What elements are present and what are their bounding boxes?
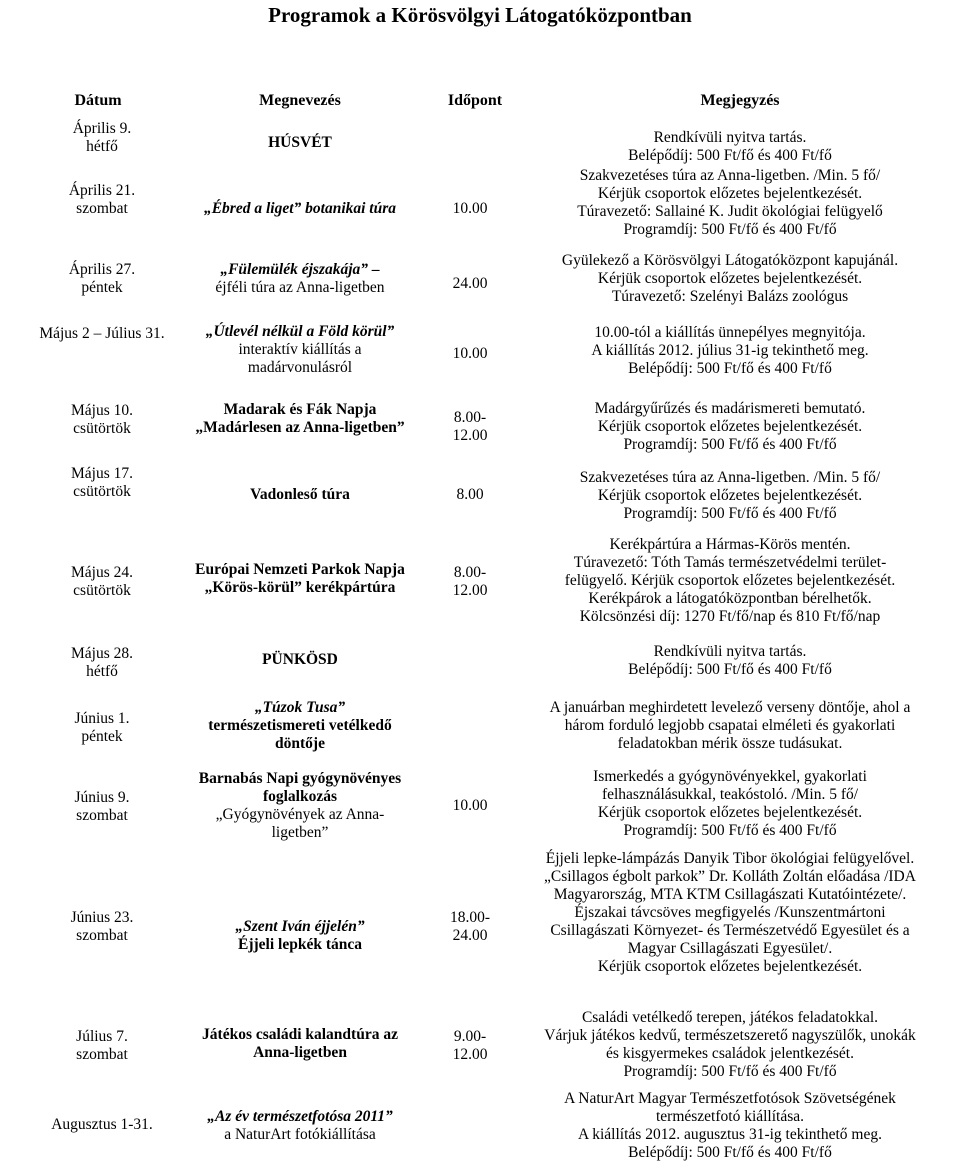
date-line: Május 17. — [71, 465, 133, 482]
row-5-name — [155, 401, 445, 437]
note-line: Belépődíj: 500 Ft/fő és 400 Ft/fő — [628, 360, 832, 377]
note-line: Kérjük csoportok előzetes bejelentkezését. — [597, 185, 863, 202]
date-line: szombat — [76, 1046, 128, 1063]
name-line: Vadonleső túra — [250, 486, 350, 503]
note-line: Kérjük csoportok előzetes bejelentkezését. — [597, 418, 863, 435]
date-line: Augusztus 1-31. — [51, 1116, 153, 1133]
name-line: „Az év természetfotósa 2011” — [207, 1108, 393, 1125]
note-line: Családi vetélkedő terepen, játékos feladatokkal. — [581, 1009, 879, 1026]
note-line: Magyar Csillagászati Egyesület/. — [627, 940, 833, 957]
row-2-name — [155, 200, 445, 218]
date-line: Május 28. — [71, 645, 133, 662]
time-line: 12.00 — [452, 427, 488, 444]
note-line: Kölcsönzési díj: 1270 Ft/fő/nap és 810 Ft/fő/nap — [579, 608, 881, 625]
row-6-note — [500, 469, 960, 523]
row-10-note — [500, 768, 960, 840]
row-2-note — [500, 167, 960, 239]
date-line: csütörtök — [73, 483, 131, 500]
name-line: Éjjeli lepkék tánca — [238, 936, 362, 953]
row-8-name — [155, 651, 445, 669]
date-line: csütörtök — [73, 582, 131, 599]
date-line: Július 7. — [76, 1028, 128, 1045]
note-line: Gyülekező a Körösvölgyi Látogatóközpont kapujánál. — [561, 252, 899, 269]
row-3-note — [500, 252, 960, 306]
header-time: Időpont — [447, 92, 503, 109]
row-8-note — [500, 643, 960, 679]
name-line: „Útlevél nélkül a Föld körül” — [205, 323, 395, 340]
name-line: „Túzok Tusa” — [254, 699, 346, 716]
date-line: Május 24. — [71, 564, 133, 581]
time-line: 24.00 — [452, 927, 488, 944]
date-line: Május 10. — [71, 402, 133, 419]
name-line: éjféli túra az Anna-ligetben — [215, 279, 385, 296]
time-line: 9.00- — [453, 1028, 487, 1045]
note-line: Belépődíj: 500 Ft/fő és 400 Ft/fő — [628, 1144, 832, 1161]
note-line: A NaturArt Magyar Természetfotósok Szövetségének — [564, 1090, 896, 1107]
name-line: „Gyógynövények az Anna- — [215, 806, 385, 823]
time-line: 10.00 — [452, 200, 488, 217]
header-name: Megnevezés — [259, 92, 341, 109]
row-13-note — [500, 1090, 960, 1162]
note-line: Kérjük csoportok előzetes bejelentkezését. — [597, 958, 863, 975]
note-line: „Csillagos égbolt parkok” Dr. Kolláth Zoltán előadása /IDA — [544, 868, 916, 885]
row-3-name — [155, 261, 445, 297]
date-line: hétfő — [86, 138, 118, 155]
row-9-name — [155, 699, 445, 753]
note-line: Kerékpárok a látogatóközpontban bérelhetők. — [588, 590, 872, 607]
note-line: három forduló legjobb csapatai elméleti és gyakorlati — [564, 717, 896, 734]
note-line: Programdíj: 500 Ft/fő és 400 Ft/fő — [623, 221, 837, 238]
note-line: Túravezető: Sallainé K. Judit ökológiai felügyelő — [577, 203, 883, 220]
row-11-note — [500, 850, 960, 976]
name-line: „Körös-körül” kerékpártúra — [204, 579, 396, 596]
header-note: Megjegyzés — [700, 92, 780, 109]
note-line: Programdíj: 500 Ft/fő és 400 Ft/fő — [623, 822, 837, 839]
time-line: 12.00 — [452, 1046, 488, 1063]
row-11-name — [155, 918, 445, 954]
note-line: Belépődíj: 500 Ft/fő és 400 Ft/fő — [628, 147, 832, 164]
time-line: 8.00- — [453, 409, 487, 426]
note-line: Kérjük csoportok előzetes bejelentkezését. — [597, 270, 863, 287]
note-line: Programdíj: 500 Ft/fő és 400 Ft/fő — [623, 436, 837, 453]
note-line: 10.00-tól a kiállítás ünnepélyes megnyitója. — [594, 324, 866, 341]
page-title: Programok a Körösvölgyi Látogatóközpontban — [268, 3, 692, 27]
note-line: Rendkívüli nyitva tartás. — [653, 643, 807, 660]
name-line: természetismereti vetélkedő — [208, 717, 392, 734]
note-line: Éjjeli lepke-lámpázás Danyik Tibor ökológiai felügyelővel. — [545, 850, 915, 867]
name-line: foglalkozás — [262, 788, 338, 805]
row-4-name — [155, 323, 445, 377]
row-13-name — [155, 1108, 445, 1144]
time-line: 8.00 — [456, 486, 484, 503]
note-line: feladatokban mérik össze tudásukat. — [617, 735, 843, 752]
name-line: a NaturArt fotókiállítása — [224, 1126, 376, 1143]
name-line: Játékos családi kalandtúra az — [202, 1026, 398, 1043]
time-line: 12.00 — [452, 582, 488, 599]
name-line: „Szent Iván éjjelén” — [235, 918, 365, 935]
note-line: Kérjük csoportok előzetes bejelentkezését. — [597, 487, 863, 504]
note-line: Belépődíj: 500 Ft/fő és 400 Ft/fő — [628, 661, 832, 678]
row-12-name — [155, 1026, 445, 1062]
time-line: 24.00 — [452, 275, 488, 292]
name-line: ligetben” — [271, 824, 329, 841]
note-line: Csillagászati Környezet- és Természetvédő Egyesület és a — [550, 922, 910, 939]
note-line: Programdíj: 500 Ft/fő és 400 Ft/fő — [623, 1063, 837, 1080]
row-1-note — [500, 129, 960, 165]
date-line: Június 9. — [74, 789, 130, 806]
name-line: Madarak és Fák Napja — [223, 401, 377, 418]
row-10-name — [155, 770, 445, 842]
date-line: Május 2 – Július 31. — [39, 325, 165, 342]
time-line: 10.00 — [452, 797, 488, 814]
note-line: Szakvezetéses túra az Anna-ligetben. /Min. 5 fő/ — [579, 469, 881, 486]
header-date: Dátum — [74, 92, 122, 109]
time-line: 18.00- — [449, 909, 491, 926]
name-line: interaktív kiállítás a — [238, 341, 362, 358]
row-9-note — [500, 699, 960, 753]
name-line: Barnabás Napi gyógynövényes — [198, 770, 402, 787]
name-line: döntője — [275, 735, 325, 752]
note-line: A januárban meghirdetett levelező verseny döntője, ahol a — [549, 699, 911, 716]
name-line: PÜNKÖSD — [262, 651, 338, 668]
time-line: 8.00- — [453, 564, 487, 581]
time-line: 10.00 — [452, 345, 488, 362]
note-line: és kisgyermekes családok jelentkezését. — [606, 1045, 854, 1062]
note-line: Szakvezetéses túra az Anna-ligetben. /Min. 5 fő/ — [579, 167, 881, 184]
note-line: Programdíj: 500 Ft/fő és 400 Ft/fő — [623, 505, 837, 522]
name-line: „Fülemülék éjszakája” – — [220, 261, 380, 278]
note-line: Éjszakai távcsöves megfigyelés /Kunszentmártoni — [574, 904, 886, 921]
date-line: Június 23. — [70, 909, 134, 926]
name-line: madárvonulásról — [247, 359, 353, 376]
note-line: Kérjük csoportok előzetes bejelentkezését. — [597, 804, 863, 821]
date-line: szombat — [76, 200, 128, 217]
note-line: természetfotó kiállítása. — [655, 1108, 805, 1125]
note-line: Ismerkedés a gyógynövényekkel, gyakorlati — [593, 768, 867, 785]
date-line: csütörtök — [73, 420, 131, 437]
date-line: szombat — [76, 807, 128, 824]
note-line: Túravezető: Tóth Tamás természetvédelmi terület- — [573, 554, 887, 571]
date-line: Június 1. — [74, 710, 130, 727]
note-line: Magyarország, MTA KTM Csillagászati Kutatóintézete/. — [553, 886, 907, 903]
row-12-note — [500, 1009, 960, 1081]
date-line: szombat — [76, 927, 128, 944]
note-line: A kiállítás 2012. augusztus 31-ig tekinthető meg. — [578, 1126, 882, 1143]
date-line: Április 21. — [68, 182, 136, 199]
date-line: Április 9. — [72, 120, 132, 137]
row-4-note — [500, 324, 960, 378]
date-line: Április 27. — [68, 261, 136, 278]
name-line: Európai Nemzeti Parkok Napja — [195, 561, 405, 578]
note-line: Madárgyűrűzés és madárismereti bemutató. — [594, 400, 866, 417]
row-7-name — [155, 561, 445, 597]
name-line: „Madárlesen az Anna-ligetben” — [195, 419, 405, 436]
row-6-name — [155, 486, 445, 504]
note-line: A kiállítás 2012. július 31-ig tekinthető meg. — [591, 342, 869, 359]
date-line: hétfő — [86, 663, 118, 680]
name-line: HÚSVÉT — [268, 134, 332, 151]
date-line: péntek — [81, 728, 123, 745]
note-line: felhasználásukkal, teakóstoló. /Min. 5 fő/ — [601, 786, 859, 803]
note-line: Várjuk játékos kedvű, természetszerető nagyszülők, unokák — [544, 1027, 916, 1044]
name-line: Anna-ligetben — [253, 1044, 347, 1061]
name-line: „Ébred a liget” botanikai túra — [203, 200, 397, 217]
note-line: Túravezető: Szelényi Balázs zoológus — [611, 288, 849, 305]
row-5-note — [500, 400, 960, 454]
row-1-name — [155, 134, 445, 152]
note-line: felügyelő. Kérjük csoportok előzetes bejelentkezését. — [564, 572, 896, 589]
note-line: Kerékpártúra a Hármas-Körös mentén. — [609, 536, 851, 553]
date-line: péntek — [81, 279, 123, 296]
note-line: Rendkívüli nyitva tartás. — [653, 129, 807, 146]
row-7-note — [500, 536, 960, 626]
